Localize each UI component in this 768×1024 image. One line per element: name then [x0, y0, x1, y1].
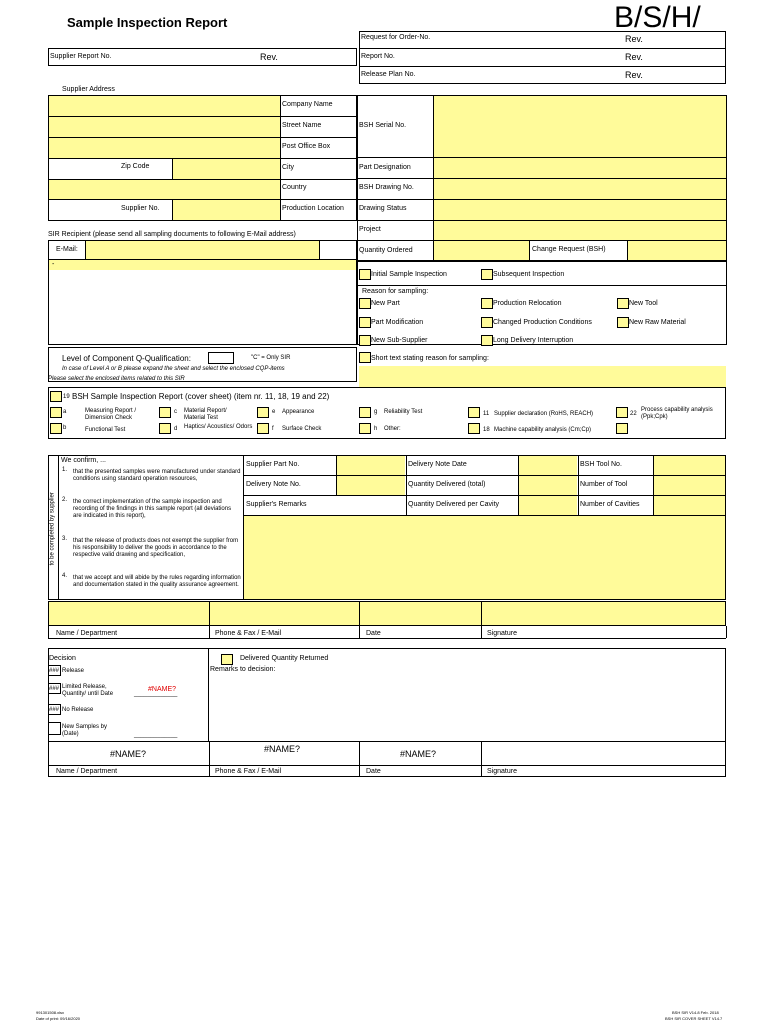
- new-samples-dashes: _____________: [134, 732, 178, 738]
- item-d-letter: d: [174, 426, 178, 432]
- number-of-tool-input[interactable]: [653, 476, 725, 495]
- sir-recipient-heading: SIR Recipient (please send all sampling documents to following E-Mail address): [48, 231, 296, 238]
- item-h-letter: h: [374, 426, 378, 432]
- supplier-no-label: Supplier No.: [121, 205, 160, 212]
- supplier-report-no-label: Supplier Report No.: [50, 53, 112, 60]
- item-22-label: Process capability analysis (Ppk;Cpk): [641, 407, 713, 420]
- confirm-3-text: that the release of products does not exempt the supplier from his responsibility to deliver the goods in accordance to the respective valid drawing and specification,: [73, 538, 239, 558]
- part-modification-label: Part Modification: [371, 319, 424, 326]
- item-b-label: Functional Test: [85, 427, 126, 433]
- bsh-serial-no-input[interactable]: [433, 96, 726, 157]
- production-relocation-checkbox[interactable]: [481, 298, 493, 309]
- item-d-label: Haptics/ Acoustics/ Odors: [184, 424, 253, 430]
- short-text-input[interactable]: [359, 366, 726, 388]
- email-value-input[interactable]: [49, 260, 356, 270]
- supplier-no-input[interactable]: [172, 200, 280, 220]
- initial-inspection-label: Initial Sample Inspection: [371, 271, 447, 278]
- number-of-tool-label: Number of Tool: [580, 481, 628, 488]
- name-department-label: Name / Department: [56, 768, 118, 775]
- item-g-checkbox[interactable]: [359, 407, 371, 418]
- changed-production-conditions-label: Changed Production Conditions: [493, 319, 592, 326]
- confirm-1-number: 1.: [62, 467, 68, 473]
- part-designation-label: Part Designation: [359, 164, 411, 171]
- request-for-order-label: Request for Order-No.: [361, 34, 431, 41]
- delivery-note-date-label: Delivery Note Date: [408, 461, 467, 468]
- subsequent-inspection-label: Subsequent Inspection: [493, 271, 565, 278]
- change-request-label: Change Request (BSH): [532, 246, 606, 253]
- item-b-checkbox[interactable]: [50, 423, 62, 434]
- item-e-label: Appearance: [282, 409, 315, 415]
- new-part-checkbox[interactable]: [359, 298, 371, 309]
- item-18-number: 18: [483, 427, 490, 433]
- name-error-right: #NAME?: [400, 749, 437, 759]
- city-label: City: [282, 164, 295, 171]
- remarks-to-decision-label: Remarks to decision:: [210, 666, 276, 673]
- initial-inspection-checkbox[interactable]: [359, 269, 371, 280]
- subsequent-inspection-checkbox[interactable]: [481, 269, 493, 280]
- signature-label: Signature: [487, 768, 517, 775]
- release-plan-no-label: Release Plan No.: [361, 71, 416, 78]
- country-input[interactable]: [49, 179, 280, 199]
- item-f-label: Surface Check: [282, 426, 322, 432]
- project-input[interactable]: [433, 221, 726, 240]
- post-office-box-label: Post Office Box: [282, 143, 331, 150]
- email-input[interactable]: [85, 241, 319, 259]
- we-confirm-heading: We confirm, ...: [61, 457, 106, 464]
- no-release-hash: ###: [49, 707, 60, 713]
- report-no-label: Report No.: [361, 53, 395, 60]
- email-label: E-Mail:: [56, 246, 78, 253]
- project-label: Project: [359, 226, 381, 233]
- rev-label: Rev.: [625, 52, 643, 62]
- bsh-tool-no-input[interactable]: [653, 456, 725, 475]
- new-samples-label: New Samples by (Date): [62, 724, 108, 737]
- company-name-label: Company Name: [282, 101, 333, 108]
- item-f-letter: f: [272, 426, 274, 432]
- new-part-label: New Part: [371, 300, 400, 307]
- cover-sheet-label: BSH Sample Inspection Report (cover sheet) (item nr. 11, 18, 19 and 22): [72, 392, 330, 401]
- page-title: Sample Inspection Report: [67, 15, 228, 30]
- item-22-number: 22: [630, 411, 637, 417]
- address-input[interactable]: [49, 96, 280, 158]
- quantity-ordered-label: Quantity Ordered: [359, 247, 413, 254]
- q-qualification-label: Level of Component Q-Qualification:: [62, 354, 191, 363]
- item-18-label: Machine capability analysis (Cm;Cp): [494, 427, 592, 433]
- item-19-number: 19: [63, 394, 70, 400]
- date-label: Date: [366, 768, 381, 775]
- phone-fax-email-label: Phone & Fax / E-Mail: [215, 768, 282, 775]
- confirm-4-text: that we accept and will abide by the rules regarding information and documentation stated in the quality assurance agreement.: [73, 575, 241, 588]
- name-error-left: #NAME?: [110, 749, 147, 759]
- new-tool-checkbox[interactable]: [617, 298, 629, 309]
- new-sub-supplier-checkbox[interactable]: [359, 335, 371, 346]
- bsh-drawing-no-input[interactable]: [433, 179, 726, 199]
- limited-release-error: #NAME?: [148, 686, 177, 693]
- delivered-returned-label: Delivered Quantity Returned: [240, 655, 329, 662]
- number-of-cavities-input[interactable]: [653, 496, 725, 515]
- cqp-note: In case of Level A or B please expand the sheet and select the enclosed CQP-items: [62, 366, 285, 372]
- quantity-delivered-total-input[interactable]: [518, 476, 577, 495]
- item-a-letter: a: [63, 409, 67, 415]
- bsh-tool-no-label: BSH Tool No.: [580, 461, 622, 468]
- decision-box: [48, 648, 726, 777]
- production-location-label: Production Location: [282, 205, 344, 212]
- item-c-checkbox[interactable]: [159, 407, 171, 418]
- change-request-input[interactable]: [627, 241, 726, 260]
- confirm-3-number: 3.: [62, 536, 68, 542]
- item-h-checkbox[interactable]: [359, 423, 371, 434]
- delivery-note-no-label: Delivery Note No.: [246, 481, 301, 488]
- footer-version: BSH SIR V14.8 Feb. 2018: [672, 1010, 719, 1015]
- completed-by-supplier-label: to be completed by supplier: [49, 492, 56, 566]
- delivered-returned-checkbox[interactable]: [221, 654, 233, 665]
- drawing-status-label: Drawing Status: [359, 205, 407, 212]
- limited-release-label: Limited Release, Quantity/ until Date: [62, 684, 114, 697]
- part-designation-input[interactable]: [433, 158, 726, 178]
- country-label: Country: [282, 184, 307, 191]
- item-a-checkbox[interactable]: [50, 407, 62, 418]
- bsh-drawing-no-label: BSH Drawing No.: [359, 184, 414, 191]
- new-raw-material-label: New Raw Material: [629, 319, 686, 326]
- delivery-note-date-input[interactable]: [518, 456, 577, 475]
- email-value: -: [52, 261, 55, 268]
- new-raw-material-checkbox[interactable]: [617, 317, 629, 328]
- no-release-label: No Release: [62, 707, 94, 713]
- new-tool-label: New Tool: [629, 300, 658, 307]
- confirm-2-number: 2.: [62, 497, 68, 503]
- item-f-checkbox[interactable]: [257, 423, 269, 434]
- quantity-delivered-per-cavity-input[interactable]: [518, 496, 577, 515]
- rev-label: Rev.: [625, 70, 643, 80]
- new-sub-supplier-label: New Sub-Supplier: [371, 337, 428, 344]
- street-name-label: Street Name: [282, 122, 322, 129]
- cover-sheet-checkbox[interactable]: [50, 391, 62, 402]
- item-18-checkbox[interactable]: [468, 423, 480, 434]
- item-c-letter: c: [174, 409, 177, 415]
- part-modification-checkbox[interactable]: [359, 317, 371, 328]
- item-d-checkbox[interactable]: [159, 423, 171, 434]
- item-11-number: 11: [483, 411, 490, 417]
- item-b-letter: b: [63, 425, 67, 431]
- item-e-checkbox[interactable]: [257, 407, 269, 418]
- short-text-label: Short text stating reason for sampling:: [371, 355, 489, 362]
- item-22-checkbox[interactable]: [616, 407, 628, 418]
- quantity-delivered-total-label: Quantity Delivered (total): [408, 481, 486, 488]
- q-qualification-input[interactable]: [208, 352, 234, 364]
- suppliers-remarks-label: Supplier's Remarks: [246, 501, 307, 508]
- changed-production-conditions-checkbox[interactable]: [481, 317, 493, 328]
- long-delivery-interruption-label: Long Delivery Interruption: [493, 337, 574, 344]
- drawing-status-input[interactable]: [433, 200, 726, 220]
- delivery-note-no-input[interactable]: [336, 476, 405, 495]
- signature-label: Signature: [487, 630, 517, 637]
- item-g-label: Reliability Test: [384, 409, 423, 415]
- item-11-checkbox[interactable]: [468, 407, 480, 418]
- name-error-middle: #NAME?: [264, 744, 301, 754]
- item-c-label: Material Report/ Material Test: [184, 408, 227, 421]
- number-of-cavities-label: Number of Cavities: [580, 501, 640, 508]
- item-11-label: Supplier declaration (RoHS, REACH): [494, 411, 594, 417]
- footer-file: 991301508.xlsx: [36, 1010, 65, 1015]
- limited-release-hash: ###: [49, 686, 60, 692]
- limited-release-dashes: _____________: [134, 691, 178, 697]
- decision-heading: Decision: [49, 655, 76, 662]
- signature-row-1[interactable]: [48, 601, 726, 626]
- confirm-4-number: 4.: [62, 573, 68, 579]
- confirm-2-text: the correct implementation of the sample inspection and recording of the findings in this sample report (all deviations are indicated in this report),: [73, 499, 232, 519]
- phone-fax-email-label: Phone & Fax / E-Mail: [215, 630, 282, 637]
- release-hash: ###: [49, 668, 60, 674]
- supplier-part-no-label: Supplier Part No.: [246, 461, 300, 468]
- supplier-address-label: Supplier Address: [62, 86, 115, 93]
- suppliers-remarks-input[interactable]: [244, 516, 725, 599]
- production-relocation-label: Production Relocation: [493, 300, 562, 307]
- item-g-letter: g: [374, 409, 378, 415]
- item-extra-checkbox[interactable]: [616, 423, 628, 434]
- release-label: Release: [62, 668, 85, 674]
- confirm-1-text: that the presented samples were manufactured under standard conditions using standard operation resources,: [73, 469, 241, 482]
- supplier-part-no-input[interactable]: [336, 456, 405, 475]
- quantity-delivered-per-cavity-label: Quantity Delivered per Cavity: [408, 501, 500, 508]
- footer-sheet: BSH SIR COVER SHEET V14.7: [665, 1016, 723, 1021]
- item-h-label: Other:: [384, 426, 401, 432]
- item-e-letter: e: [272, 409, 276, 415]
- new-samples-checkbox[interactable]: [48, 722, 61, 735]
- only-sir-note: "C" = Only SIR: [251, 355, 291, 361]
- item-a-label: Measuring Report / Dimension Check: [85, 408, 137, 421]
- zip-code-input[interactable]: [172, 158, 280, 179]
- rev-label: Rev.: [260, 52, 278, 62]
- footer-print-date: Date of print: 09/16/2020: [36, 1016, 81, 1021]
- zip-code-label: Zip Code: [121, 163, 150, 170]
- enclosed-items-note: Please select the enclosed items related to this SIR: [48, 376, 185, 382]
- name-department-label: Name / Department: [56, 630, 118, 637]
- bsh-logo: B/S/H/: [614, 1, 701, 34]
- reason-heading: Reason for sampling:: [362, 288, 429, 295]
- long-delivery-interruption-checkbox[interactable]: [481, 335, 493, 346]
- date-label: Date: [366, 630, 381, 637]
- bsh-serial-no-label: BSH Serial No.: [359, 122, 407, 129]
- short-text-checkbox[interactable]: [359, 352, 371, 363]
- quantity-ordered-input[interactable]: [433, 241, 529, 260]
- rev-label: Rev.: [625, 34, 643, 44]
